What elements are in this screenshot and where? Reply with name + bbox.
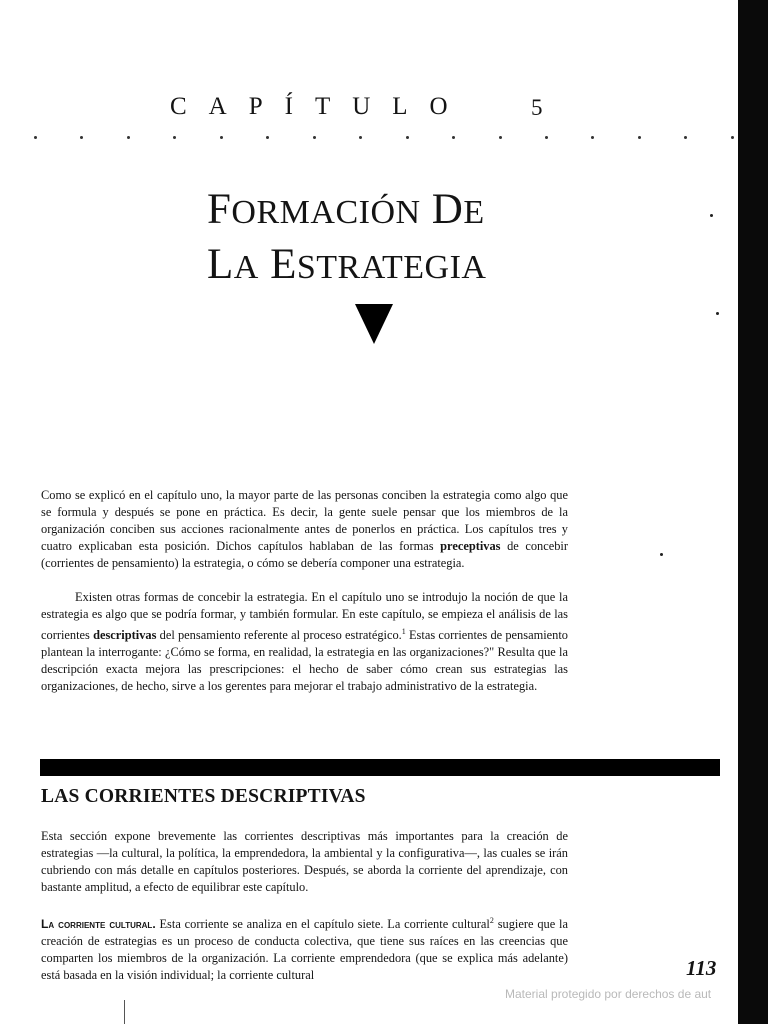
- scan-speck: [710, 214, 713, 217]
- intro-paragraph-1: Como se explicó en el capítulo uno, la mayor parte de las personas conciben la estrategia como algo que se formula y después se pone en práctica. Es decir, la gente suele pensar que los miembros de la organización conciben sus acciones racionalmente antes de ponerlos en práctica. Los capítulos tres y cuatro explicaban esta posición. Dichos capítulos hablaban de las formas preceptivas de concebir (corrientes de pensamiento) la estrategia, o cómo se debería componer una estrategia.: [41, 488, 568, 570]
- run-in-heading: La corriente cultural.: [41, 917, 156, 932]
- scan-edge-shadow: [738, 0, 768, 1024]
- section-paragraph-1: Esta sección expone brevemente las corrientes descriptivas más importantes para la creación de estrategias —la cultural, la política, la emprendedora, la ambiental y la configurativa—, las cuales se irán cubriendo con más detalle en capítulos posteriores. Después, se aborda la corriente del aprendizaje, con bastante amplitud, a efecto de equilibrar este capítulo.: [41, 829, 568, 894]
- chapter-label: CAPÍTULO: [170, 93, 470, 120]
- scan-speck: [716, 312, 719, 315]
- section-paragraph-2: La corriente cultural. Esta corriente se analiza en el capítulo siete. La corriente cultural$^2$ sugiere que la creación de estrategias es un proceso de conducta colectiva, que tiene sus raíces en las creencias que comparten los miembros de la organización. La corriente emprendedora (que se explica más adelante) está basada en la visión individual; la corriente cultural: [41, 916, 568, 983]
- intro-paragraph-2: Existen otras formas de concebir la estrategia. En el capítulo uno se introdujo la noción de que la estrategia es algo que se podría formar, y también formular. En este capítulo, se empieza el análisis de las corrientes descriptivas del pensamiento referente al proceso estratégico.$^1$ Estas corrientes de pensamiento plantean la interrogante: ¿Cómo se forma, en realidad, la estrategia en las organizaciones?" Resulta que la descripción exacta mejora las prescripciones: el hecho de saber cómo crean sus estrategias las organizaciones, de hecho, sirve a los gerentes para mejorar el trabajo administrativo de la estrategia.: [41, 590, 568, 694]
- section-rule: [40, 759, 720, 776]
- copyright-watermark: Material protegido por derechos de aut: [505, 987, 712, 1001]
- chapter-number: 5: [531, 95, 543, 120]
- scan-margin-mark: [124, 1000, 125, 1024]
- page-number: 113: [686, 956, 717, 980]
- chapter-title: FORMACIÓN DE LA ESTRATEGIA: [207, 186, 487, 288]
- scan-speck: [660, 553, 663, 556]
- down-triangle-icon: [355, 304, 393, 344]
- section-heading: LAS CORRIENTES DESCRIPTIVAS: [41, 786, 366, 807]
- dotted-divider: [34, 136, 734, 139]
